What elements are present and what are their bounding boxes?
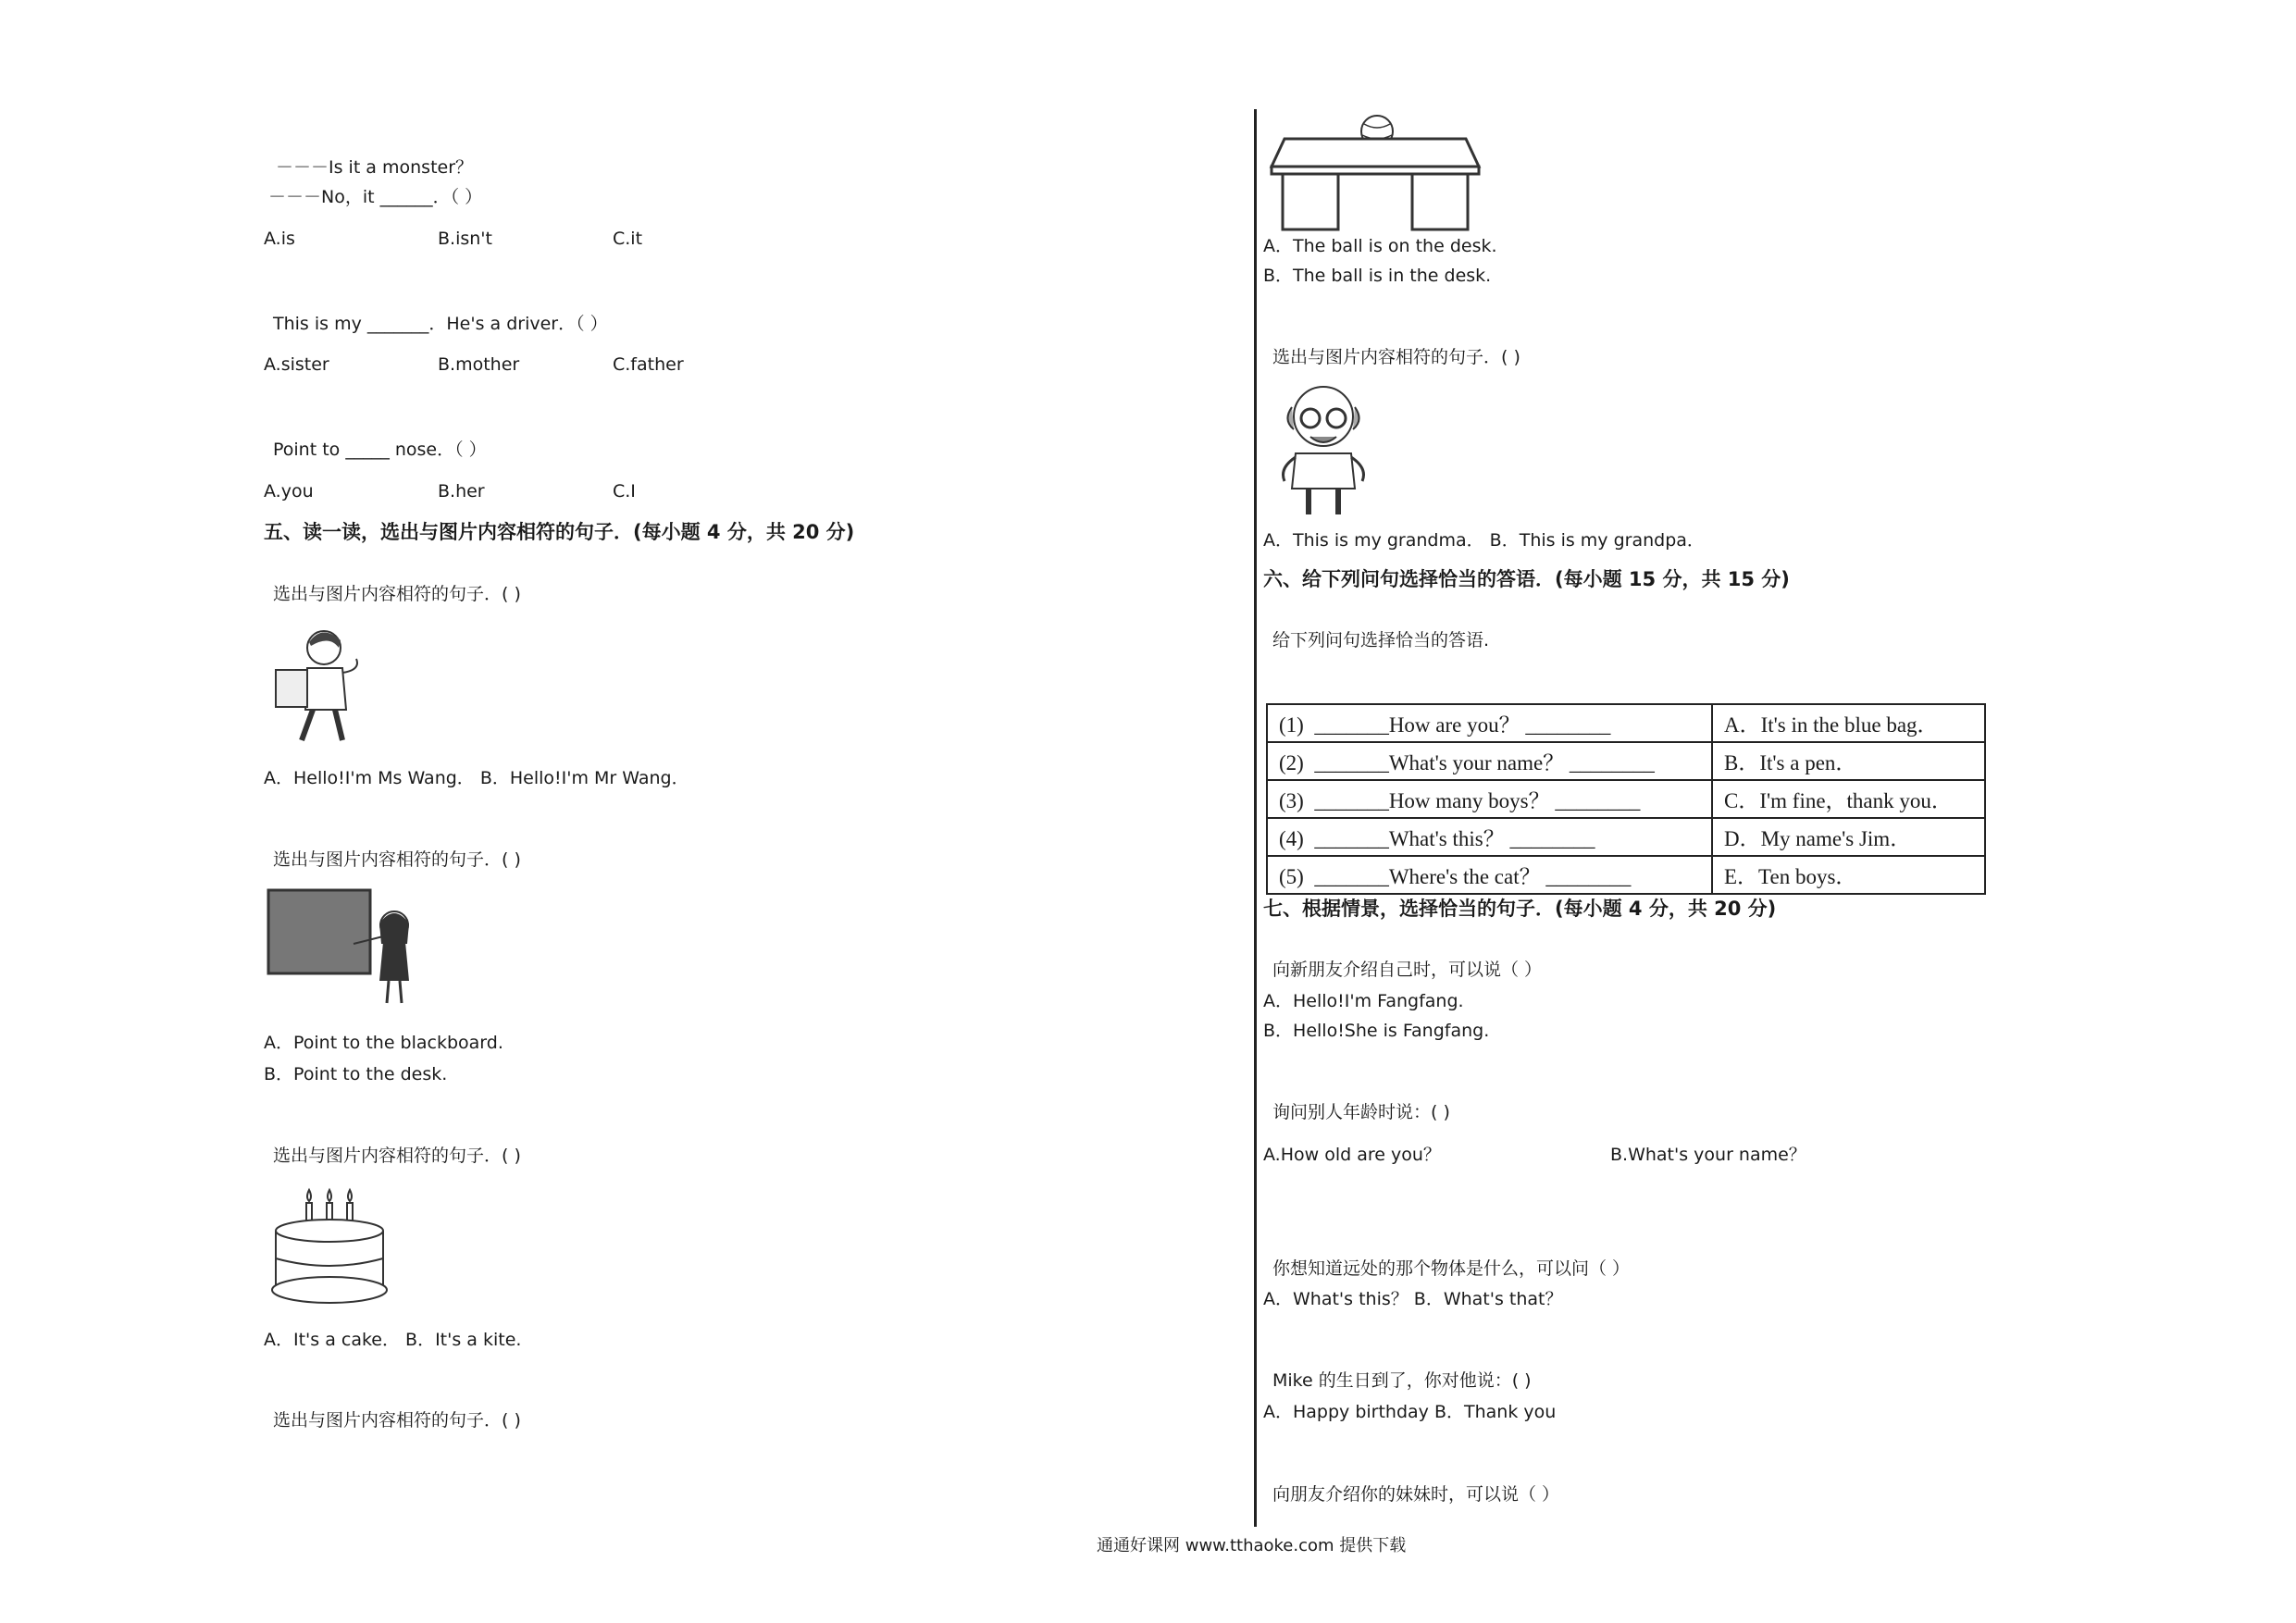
man-teacher-illustration [268,622,370,747]
s7-item5-stem: 向朋友介绍你的妹妹时，可以说（ ） [1272,1484,1560,1505]
section6-title: 六、给下列问句选择恰当的答语．(每小题 15 分，共 15 分) [1263,568,1790,590]
matching-table [1266,703,1986,895]
table-answer: B．It's a pen． [1712,742,1985,780]
table-answer: D．My name's Jim． [1712,818,1985,856]
table-question: (3) _______How many boys？ ________ [1267,780,1712,818]
table-question: (5) _______Where's the cat？ ________ [1267,856,1712,894]
s7-item4-options: A．Happy birthday B．Thank you [1263,1402,1557,1422]
ball-option-b: B．The ball is in the desk. [1263,266,1492,286]
q2-option-b: B.mother [438,354,520,375]
table-answer: C．I'm fine，thank you． [1712,780,1985,818]
ball-option-a: A．The ball is on the desk. [1263,236,1497,256]
q1-option-c: C.it [613,229,643,249]
s5-item2-stem: 选出与图片内容相符的句子．( ) [273,849,521,870]
table-row [1267,704,1985,742]
s5-item3-options: A．It's a cake． B．It's a kite. [264,1330,522,1350]
s7-item1-option-b: B．Hello!She is Fangfang. [1263,1021,1490,1041]
q2-stem: This is my _______．He's a driver．（ ） [273,314,608,334]
q2-option-c: C.father [613,354,684,375]
section6-intro: 给下列问句选择恰当的答语. [1272,630,1490,650]
s7-item2-stem: 询问别人年龄时说：( ) [1272,1102,1450,1122]
s5-item2-option-b: B．Point to the desk. [264,1064,448,1084]
s7-item1-option-a: A．Hello!I'm Fangfang. [1263,991,1464,1011]
s7-item4-stem: Mike 的生日到了，你对他说：( ) [1272,1370,1532,1391]
q2-option-a: A.sister [264,354,329,375]
section7-title: 七、根据情景，选择恰当的句子．(每小题 4 分，共 20 分) [1263,898,1777,920]
s7-item1-stem: 向新朋友介绍自己时，可以说（ ） [1272,960,1543,980]
s7-item3-stem: 你想知道远处的那个物体是什么，可以问（ ） [1272,1258,1631,1279]
table-answer: A．It's in the blue bag． [1712,704,1985,742]
table-row [1267,780,1985,818]
footer-download-note: 通通好课网 www.tthaoke.com 提供下载 [1097,1536,1407,1555]
table-question: (1) _______How are you？ ________ [1267,704,1712,742]
s5-item1-stem: 选出与图片内容相符的句子．( ) [273,584,521,604]
section5-title: 五、读一读，选出与图片内容相符的句子．(每小题 4 分，共 20 分) [264,521,855,543]
q1-line2: －－－No，it ______．（ ） [268,187,483,207]
s7-item3-options: A．What's this？ B．What's that？ [1263,1289,1563,1309]
s7-item2-option-a: A.How old are you？ [1263,1145,1441,1165]
table-row [1267,856,1985,894]
table-question: (4) _______What's this？ ________ [1267,818,1712,856]
q1-option-b: B.isn't [438,229,492,249]
ball-on-desk-illustration [1270,113,1483,231]
q3-option-b: B.her [438,481,485,502]
q1-option-a: A.is [264,229,295,249]
birthday-cake-illustration [268,1184,398,1314]
table-question: (2) _______What's your name？ ________ [1267,742,1712,780]
s5-item3-stem: 选出与图片内容相符的句子．( ) [273,1146,521,1166]
s5-item2-option-a: A．Point to the blackboard. [264,1033,503,1053]
grandpa-illustration [1268,379,1379,518]
s7-item2-option-b: B.What's your name？ [1610,1145,1806,1165]
q1-line1: －－－Is it a monster？ [276,157,474,178]
q3-option-c: C.I [613,481,636,502]
grandpa-options: A．This is my grandma． B．This is my grandpa． [1263,530,1705,551]
q3-option-a: A.you [264,481,314,502]
blackboard-teacher-illustration [268,888,426,1007]
table-answer: E．Ten boys． [1712,856,1985,894]
s5-item1-options: A．Hello!I'm Ms Wang． B．Hello!I'm Mr Wang． [264,768,689,788]
s5-item4-stem: 选出与图片内容相符的句子．( ) [273,1410,521,1431]
table-row [1267,742,1985,780]
q3-stem: Point to _____ nose．（ ） [273,440,487,460]
grandpa-stem: 选出与图片内容相符的句子．( ) [1272,347,1520,367]
table-row [1267,818,1985,856]
column-divider [1254,109,1257,1527]
